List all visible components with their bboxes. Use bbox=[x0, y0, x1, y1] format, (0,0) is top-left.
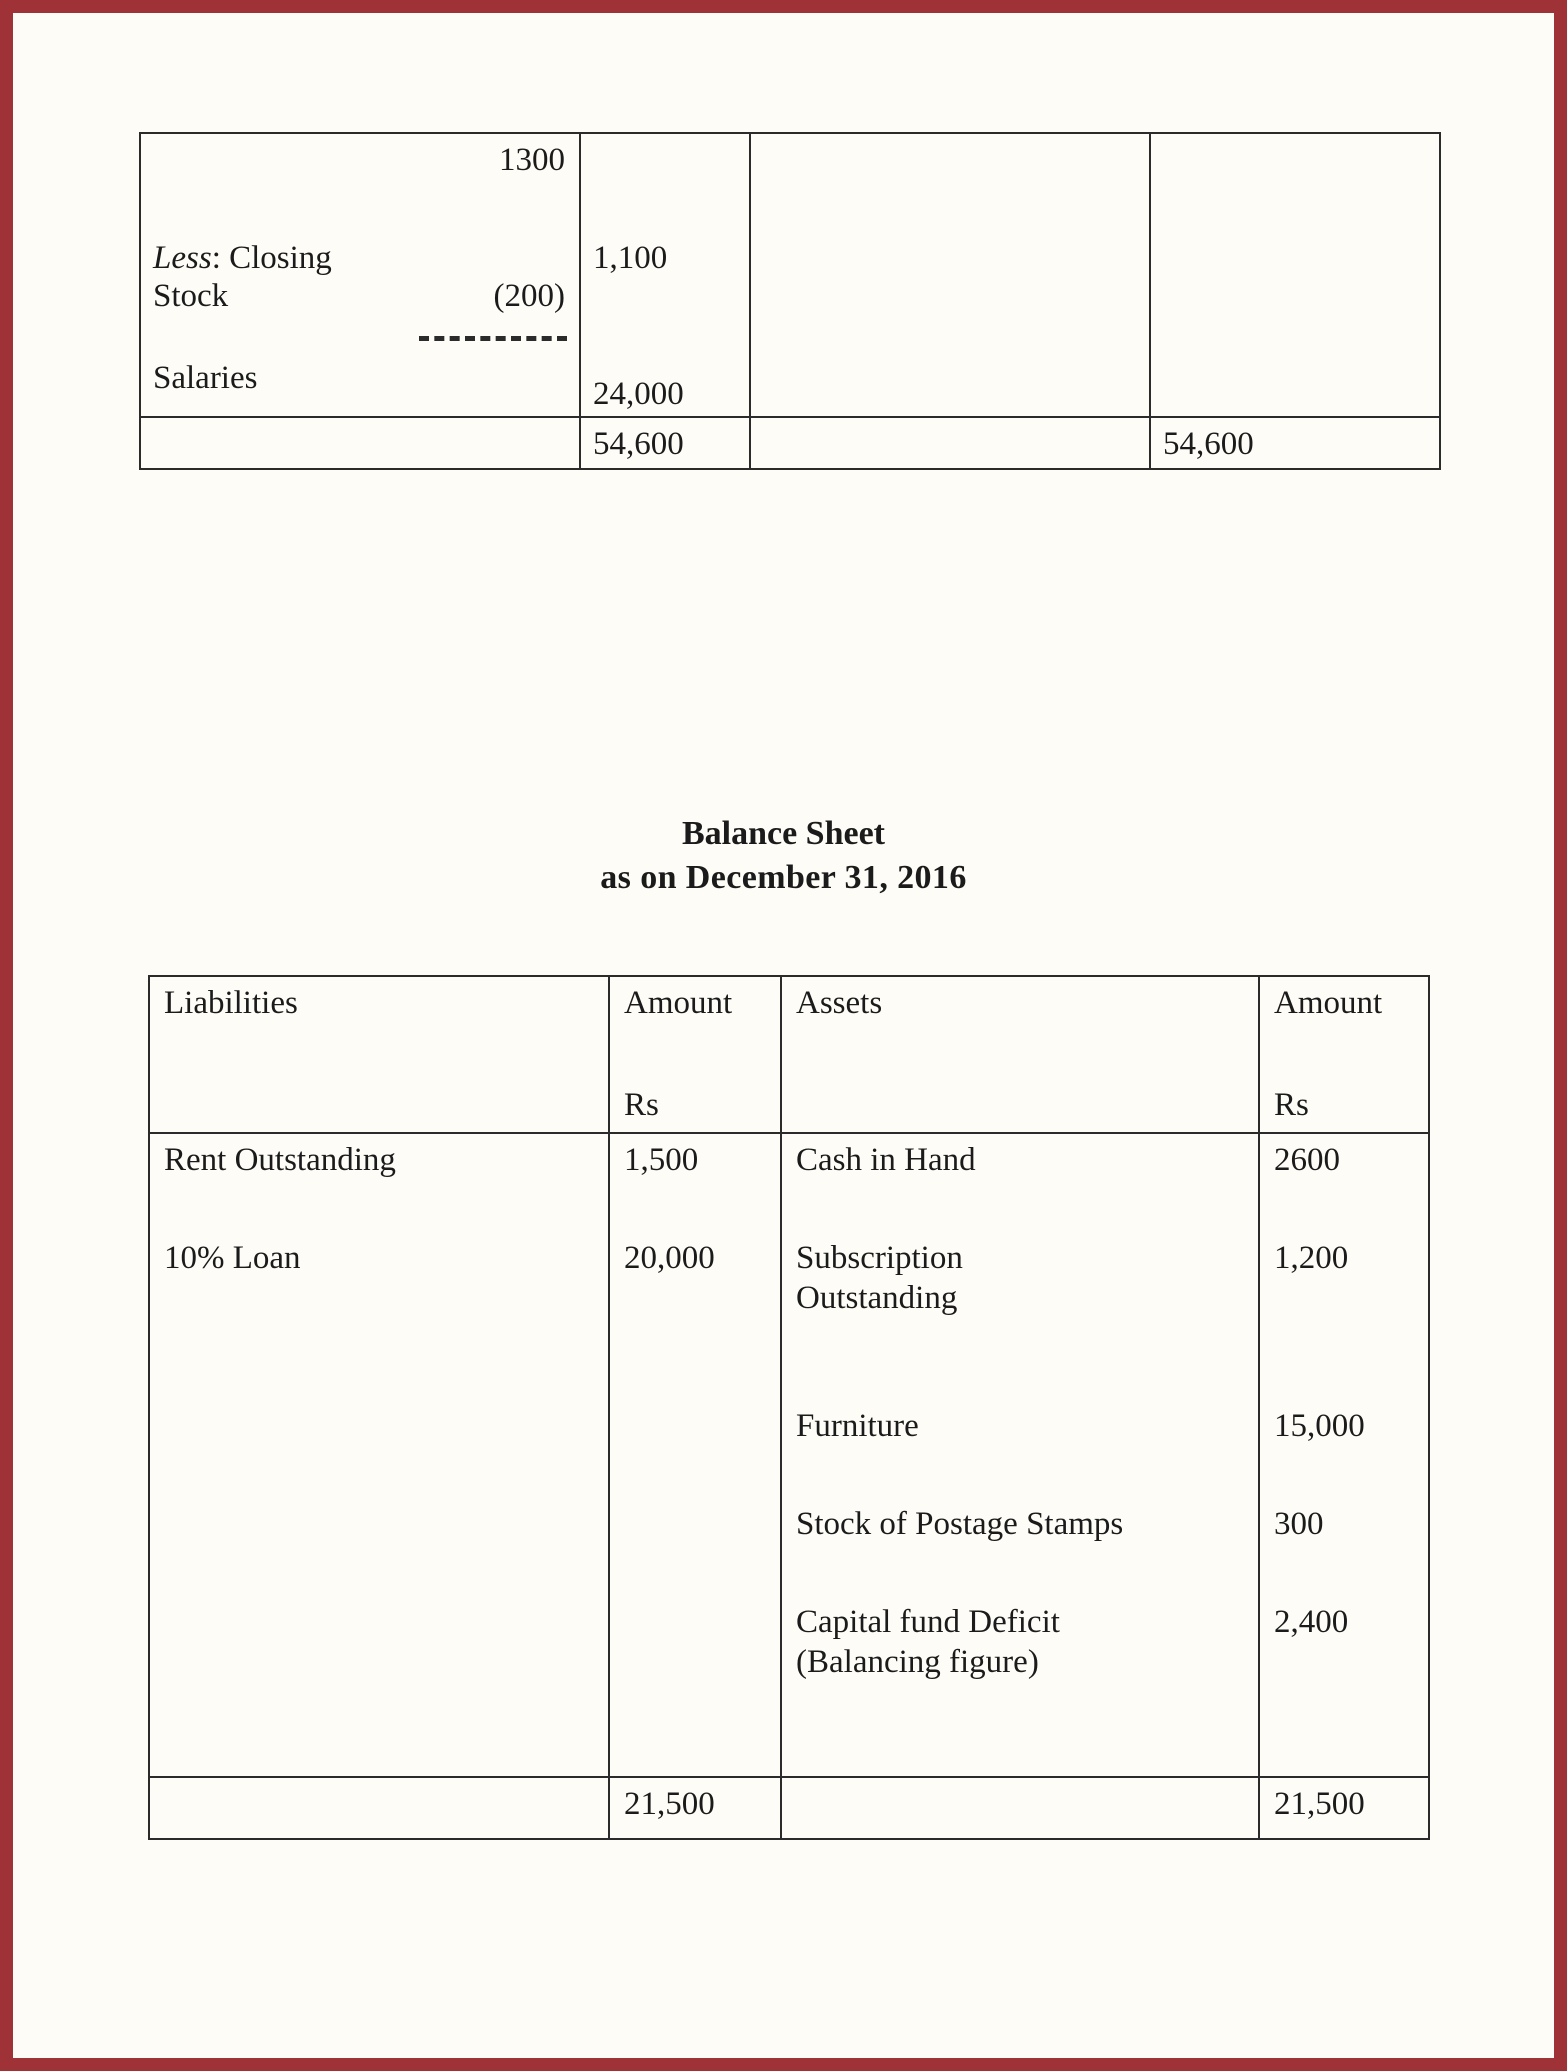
liabilities-total-amount: 21,500 bbox=[624, 1785, 715, 1822]
less-label-group bbox=[153, 238, 332, 278]
top-amount-left-cell bbox=[580, 133, 750, 417]
closing-label: : Closing bbox=[211, 240, 332, 276]
column-header-amount-right: Amount bbox=[1274, 985, 1383, 1021]
asset-label-1: Subscription bbox=[796, 1239, 963, 1276]
top-total-mid-cell bbox=[750, 417, 1150, 469]
list-item bbox=[796, 1504, 1248, 1602]
asset-label-1-line2: Outstanding bbox=[796, 1279, 958, 1316]
liability-label-1: 10% Loan bbox=[164, 1239, 301, 1276]
list-item bbox=[164, 1238, 598, 1336]
opening-figure-line bbox=[153, 140, 569, 178]
column-unit-left: Rs bbox=[624, 1087, 659, 1124]
assets-total-amount: 21,500 bbox=[1274, 1785, 1365, 1822]
list-item bbox=[1274, 1238, 1418, 1406]
cost-of-goods-amount: 1,100 bbox=[593, 240, 668, 276]
assets-amount-cell bbox=[1259, 1133, 1429, 1777]
list-item bbox=[796, 1238, 1248, 1406]
table-header-row bbox=[149, 976, 1429, 1133]
column-header-assets: Assets bbox=[796, 985, 883, 1021]
asset-amount-4: 2,400 bbox=[1274, 1603, 1349, 1640]
salaries-amount: 24,000 bbox=[593, 376, 684, 412]
header-amount-right-cell bbox=[1259, 976, 1429, 1133]
list-item bbox=[796, 1406, 1248, 1504]
header-assets-cell bbox=[781, 976, 1259, 1133]
liability-label-0: Rent Outstanding bbox=[164, 1141, 396, 1178]
table-body-row bbox=[149, 1133, 1429, 1777]
top-total-blank-cell bbox=[140, 417, 580, 469]
closing-stock-stub bbox=[153, 140, 569, 412]
assets-total-cell bbox=[1259, 1777, 1429, 1839]
header-amount-left-cell bbox=[609, 976, 781, 1133]
asset-label-4-line2: (Balancing figure) bbox=[796, 1643, 1039, 1680]
table-total-row bbox=[149, 1777, 1429, 1839]
salaries-amount-line bbox=[593, 374, 739, 412]
top-total-left-amount: 54,600 bbox=[593, 426, 684, 462]
asset-amount-1: 1,200 bbox=[1274, 1239, 1349, 1276]
asset-amount-3: 300 bbox=[1274, 1505, 1324, 1542]
liability-amount-0: 1,500 bbox=[624, 1141, 699, 1178]
list-item bbox=[624, 1140, 770, 1238]
asset-amount-2: 15,000 bbox=[1274, 1407, 1365, 1444]
list-item bbox=[624, 1238, 770, 1336]
asset-label-4: Capital fund Deficit bbox=[796, 1603, 1060, 1640]
page-sheet bbox=[17, 17, 1550, 2054]
top-amount-right-cell bbox=[1150, 133, 1440, 417]
top-total-right-cell bbox=[1150, 417, 1440, 469]
less-italic-label: Less bbox=[153, 240, 212, 276]
opening-figure-amount: 1300 bbox=[499, 142, 565, 178]
asset-label-2: Furniture bbox=[796, 1407, 919, 1444]
top-particulars-cell bbox=[140, 133, 580, 417]
column-header-amount-left: Amount bbox=[624, 985, 733, 1021]
asset-label-3: Stock of Postage Stamps bbox=[796, 1505, 1124, 1542]
top-total-left-cell bbox=[580, 417, 750, 469]
list-item bbox=[1274, 1602, 1418, 1770]
salaries-label: Salaries bbox=[153, 360, 258, 396]
balance-sheet-heading bbox=[17, 812, 1550, 899]
list-item bbox=[1274, 1140, 1418, 1238]
table-row bbox=[140, 133, 1440, 417]
page-border-frame bbox=[11, 11, 1556, 2060]
page-title: Balance Sheet bbox=[681, 815, 886, 852]
stock-label: Stock bbox=[153, 278, 229, 314]
asset-amount-0: 2600 bbox=[1274, 1141, 1340, 1178]
column-header-liabilities: Liabilities bbox=[164, 985, 298, 1021]
column-unit-right: Rs bbox=[1274, 1087, 1309, 1124]
balance-sheet-date: as on December 31, 2016 bbox=[600, 858, 967, 896]
list-item bbox=[796, 1602, 1248, 1770]
cost-of-goods-amount-line bbox=[593, 238, 739, 276]
assets-list-cell bbox=[781, 1133, 1259, 1777]
top-income-particulars-cell bbox=[750, 133, 1150, 417]
top-total-right-amount: 54,600 bbox=[1163, 426, 1254, 462]
stock-line bbox=[153, 276, 569, 314]
closing-stock-amount: (200) bbox=[493, 278, 565, 314]
liability-amount-1: 20,000 bbox=[624, 1239, 715, 1276]
list-item bbox=[1274, 1504, 1418, 1602]
asset-label-0: Cash in Hand bbox=[796, 1141, 976, 1178]
header-liabilities-cell bbox=[149, 976, 609, 1133]
liabilities-list-cell bbox=[149, 1133, 609, 1777]
table-total-row bbox=[140, 417, 1440, 469]
list-item bbox=[1274, 1406, 1418, 1504]
assets-total-label-cell bbox=[781, 1777, 1259, 1839]
liabilities-amount-cell bbox=[609, 1133, 781, 1777]
list-item bbox=[164, 1140, 598, 1238]
less-closing-line bbox=[153, 238, 569, 276]
trading-account-table bbox=[139, 132, 1441, 470]
salaries-line bbox=[153, 358, 569, 396]
liabilities-total-cell bbox=[609, 1777, 781, 1839]
liabilities-total-label-cell bbox=[149, 1777, 609, 1839]
list-item bbox=[796, 1140, 1248, 1238]
balance-sheet-table bbox=[148, 975, 1430, 1840]
top-amount-left-stack bbox=[593, 140, 739, 412]
